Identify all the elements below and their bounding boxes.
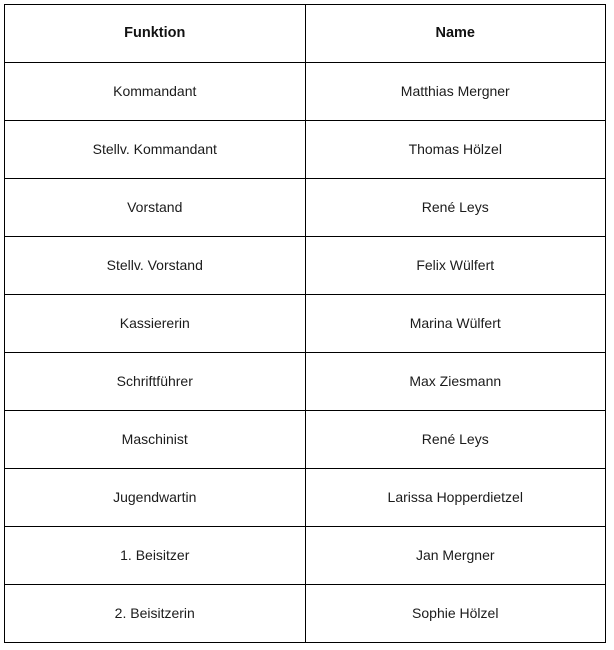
table-row	[5, 469, 606, 527]
name-cell: René Leys	[305, 411, 606, 469]
funktion-cell: Stellv. Vorstand	[5, 237, 306, 295]
table-row	[5, 411, 606, 469]
name-cell: Sophie Hölzel	[305, 585, 606, 643]
name-cell: Marina Wülfert	[305, 295, 606, 353]
funktion-cell: Jugendwartin	[5, 469, 306, 527]
funktion-cell: Kassiererin	[5, 295, 306, 353]
header-row	[5, 5, 606, 63]
funktion-cell: Schriftführer	[5, 353, 306, 411]
name-cell: Felix Wülfert	[305, 237, 606, 295]
name-cell: Matthias Mergner	[305, 63, 606, 121]
funktion-cell: 1. Beisitzer	[5, 527, 306, 585]
funktion-cell: 2. Beisitzerin	[5, 585, 306, 643]
name-cell: René Leys	[305, 179, 606, 237]
funktion-cell: Maschinist	[5, 411, 306, 469]
table-row	[5, 295, 606, 353]
table-row	[5, 179, 606, 237]
name-cell: Thomas Hölzel	[305, 121, 606, 179]
name-cell: Jan Mergner	[305, 527, 606, 585]
funktion-cell: Vorstand	[5, 179, 306, 237]
funktion-cell: Kommandant	[5, 63, 306, 121]
funktion-cell: Stellv. Kommandant	[5, 121, 306, 179]
header-name: Name	[305, 5, 606, 63]
table-row	[5, 527, 606, 585]
roster-table	[4, 4, 606, 643]
name-cell: Larissa Hopperdietzel	[305, 469, 606, 527]
table-row	[5, 63, 606, 121]
table-row	[5, 585, 606, 643]
table-row	[5, 237, 606, 295]
table-row	[5, 121, 606, 179]
name-cell: Max Ziesmann	[305, 353, 606, 411]
table-row	[5, 353, 606, 411]
header-funktion: Funktion	[5, 5, 306, 63]
